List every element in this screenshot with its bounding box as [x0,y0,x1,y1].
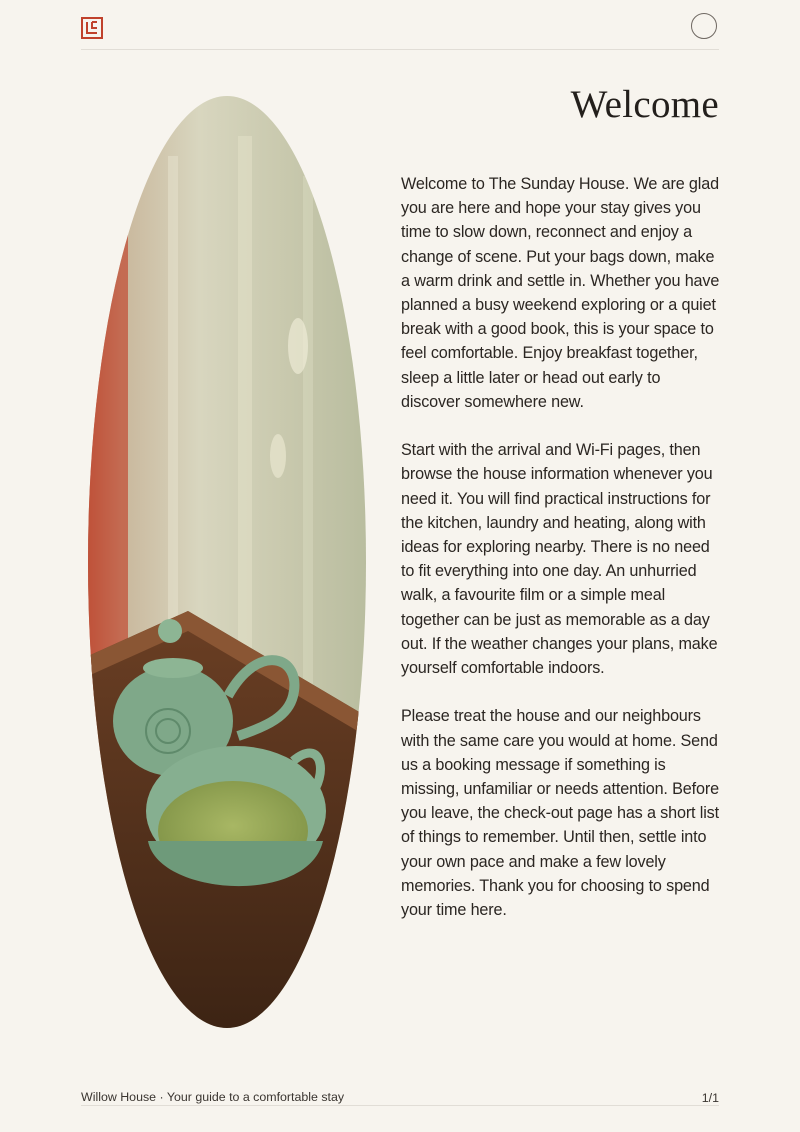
circle-icon[interactable] [691,13,717,39]
footer-divider [81,1105,719,1106]
brand-monogram-icon [81,17,103,39]
welcome-body [401,172,723,946]
paragraph: Please treat the house and our neighbours with the same care you would at home. Send us a booking message if something is missing, unfamiliar or needs attention. Before you leave, the check-out page has a short list of things to remember. Until then, settle into your own pace and make a few lovely memories. Thank you for choosing to spend your time here. [401,707,719,920]
tea-photo [88,96,366,1028]
page-indicator: 1/1 [701,1091,719,1105]
paragraph: Start with the arrival and Wi-Fi pages, then browse the house information whenever you need it. You will find practical instructions for the kitchen, laundry and heating, along with ideas for exploring nearby. There is no need to fit everything into one day. An unhurried walk, a favourite film or a simple meal together can be just as memorable as a day out. If the weather changes your plans, make yourself comfortable indoors. [401,441,718,678]
paragraph: Welcome to The Sunday House. We are glad you are here and hope your stay gives you time to slow down, reconnect and enjoy a change of scene. Put your bags down, make a warm drink and settle in. Whether you have planned a busy weekend exploring or a quiet break with a good book, this is your space to feel comfortable. Enjoy breakfast together, sleep a little later or head out early to discover somewhere new. [401,175,720,411]
header-divider [81,49,719,50]
footer-text: Willow House · Your guide to a comfortable stay [81,1090,345,1104]
page-title: Welcome [570,83,719,126]
